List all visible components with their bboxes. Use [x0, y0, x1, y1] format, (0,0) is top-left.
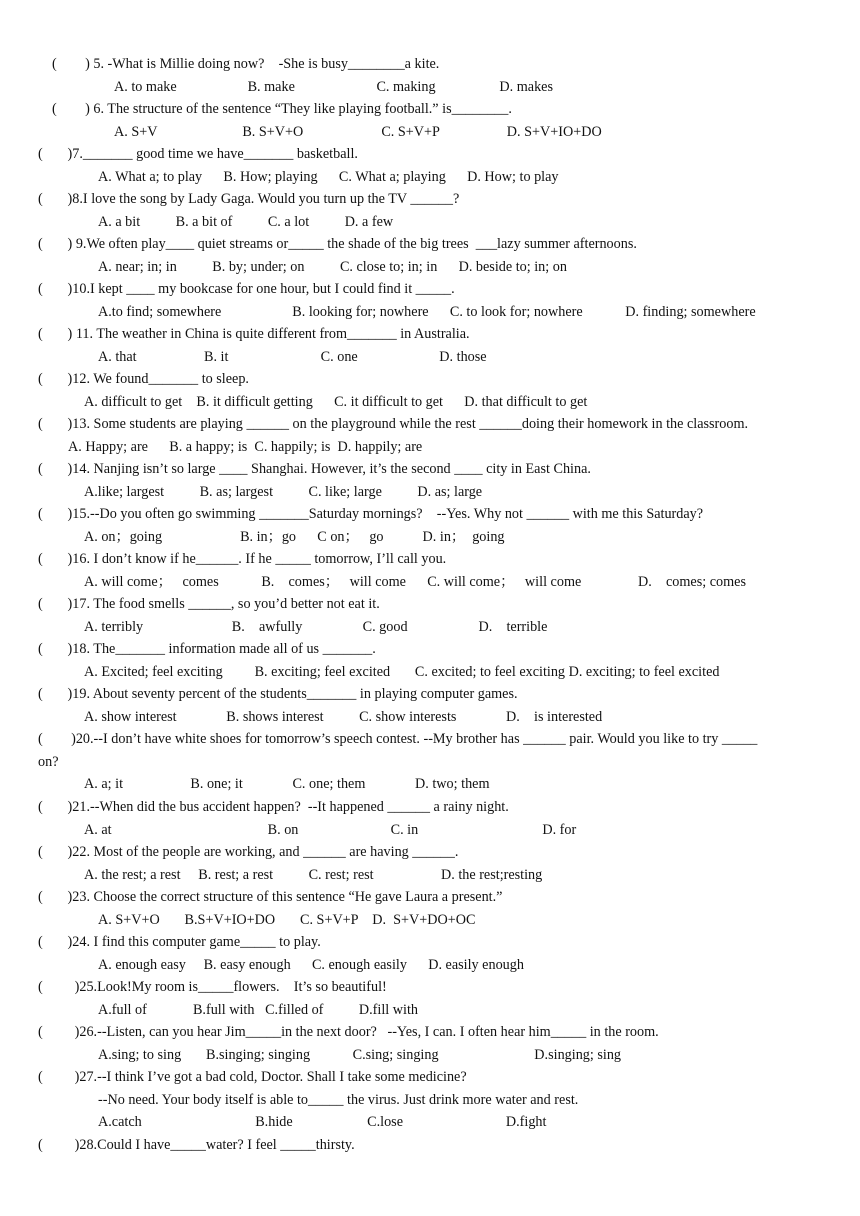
question-10-options: A.to find; somewhere B. looking for; nowhere C. to look for; nowhere D. finding; somewhere	[98, 304, 756, 320]
question-27-options: A.catch B.hide C.lose D.fight	[98, 1114, 547, 1130]
question-5-stem: ( ) 5. -What is Millie doing now? -She is busy________a kite.	[52, 56, 440, 72]
question-17-options: A. terribly B. awfully C. good D. terrible	[84, 619, 548, 635]
question-9-stem: ( ) 9.We often play____ quiet streams or_____ the shade of the big trees ___lazy summer afternoons.	[38, 236, 637, 252]
question-10-stem: ( )10.I kept ____ my bookcase for one hour, but I could find it _____.	[38, 281, 455, 297]
question-14-stem: ( )14. Nanjing isn’t so large ____ Shanghai. However, it’s the second ____ city in East China.	[38, 461, 591, 477]
question-8-options: A. a bit B. a bit of C. a lot D. a few	[98, 214, 394, 230]
question-17-stem: ( )17. The food smells ______, so you’d better not eat it.	[38, 596, 380, 612]
question-22-options: A. the rest; a rest B. rest; a rest C. rest; rest D. the rest;resting	[84, 867, 543, 883]
question-20-stem-continued: on?	[38, 754, 59, 770]
question-27-reply: --No need. Your body itself is able to_____ the virus. Just drink more water and rest.	[98, 1092, 579, 1108]
question-6-stem: ( ) 6. The structure of the sentence “They like playing football.” is________.	[52, 101, 512, 117]
question-22-stem: ( )22. Most of the people are working, and ______ are having ______.	[38, 844, 459, 860]
question-7-stem: ( )7._______ good time we have_______ basketball.	[38, 146, 358, 162]
question-9-options: A. near; in; in B. by; under; on C. close to; in; in D. beside to; in; on	[98, 259, 567, 275]
question-24-options: A. enough easy B. easy enough C. enough easily D. easily enough	[98, 957, 524, 973]
question-25-stem: ( )25.Look!My room is_____flowers. It’s so beautiful!	[38, 979, 387, 995]
question-13-options: A. Happy; are B. a happy; is C. happily; is D. happily; are	[68, 439, 423, 455]
question-19-stem: ( )19. About seventy percent of the students_______ in playing computer games.	[38, 686, 518, 702]
question-16-stem: ( )16. I don’t know if he______. If he _____ tomorrow, I’ll call you.	[38, 551, 447, 567]
question-18-options: A. Excited; feel exciting B. exciting; feel excited C. excited; to feel exciting D. exciting; to feel excited	[84, 664, 720, 680]
question-21-options: A. at B. on C. in D. for	[84, 822, 577, 838]
question-23-stem: ( )23. Choose the correct structure of this sentence “He gave Laura a present.”	[38, 889, 503, 905]
question-18-stem: ( )18. The_______ information made all of us _______.	[38, 641, 376, 657]
question-23-options: A. S+V+O B.S+V+IO+DO C. S+V+P D. S+V+DO+OC	[98, 912, 476, 928]
question-6-options: A. S+V B. S+V+O C. S+V+P D. S+V+IO+DO	[114, 124, 602, 140]
question-12-stem: ( )12. We found_______ to sleep.	[38, 371, 249, 387]
question-8-stem: ( )8.I love the song by Lady Gaga. Would you turn up the TV ______?	[38, 191, 460, 207]
question-12-options: A. difficult to get B. it difficult getting C. it difficult to get D. that difficult to get	[84, 394, 588, 410]
question-24-stem: ( )24. I find this computer game_____ to play.	[38, 934, 321, 950]
question-26-options: A.sing; to sing B.singing; singing C.sing; singing D.singing; sing	[98, 1047, 622, 1063]
question-14-options: A.like; largest B. as; largest C. like; large D. as; large	[84, 484, 483, 500]
question-27-stem: ( )27.--I think I’ve got a bad cold, Doctor. Shall I take some medicine?	[38, 1069, 467, 1085]
question-20-stem: ( )20.--I don’t have white shoes for tomorrow’s speech contest. --My brother has ______ pair. Would you like to try _____	[38, 731, 758, 747]
question-15-options: A. on；going B. in；go C on； go D. in； going	[84, 529, 505, 545]
question-11-options: A. that B. it C. one D. those	[98, 349, 487, 365]
question-25-options: A.full of B.full with C.filled of D.fill with	[98, 1002, 418, 1018]
question-15-stem: ( )15.--Do you often go swimming _______Saturday mornings? --Yes. Why not ______ with me this Saturday?	[38, 506, 704, 522]
question-20-options: A. a; it B. one; it C. one; them D. two; them	[84, 776, 490, 792]
question-26-stem: ( )26.--Listen, can you hear Jim_____in the next door? --Yes, I can. I often hear him_____ in the room.	[38, 1024, 659, 1040]
question-13-stem: ( )13. Some students are playing ______ on the playground while the rest ______doing their homework in the classroom.	[38, 416, 749, 432]
question-28-stem: ( )28.Could I have_____water? I feel _____thirsty.	[38, 1137, 355, 1153]
question-7-options: A. What a; to play B. How; playing C. What a; playing D. How; to play	[98, 169, 559, 185]
question-5-options: A. to make B. make C. making D. makes	[114, 79, 553, 95]
question-11-stem: ( ) 11. The weather in China is quite different from_______ in Australia.	[38, 326, 470, 342]
question-21-stem: ( )21.--When did the bus accident happen? --It happened ______ a rainy night.	[38, 799, 509, 815]
question-19-options: A. show interest B. shows interest C. show interests D. is interested	[84, 709, 603, 725]
question-16-options: A. will come； comes B. comes； will come C. will come； will come D. comes; comes	[84, 574, 746, 590]
